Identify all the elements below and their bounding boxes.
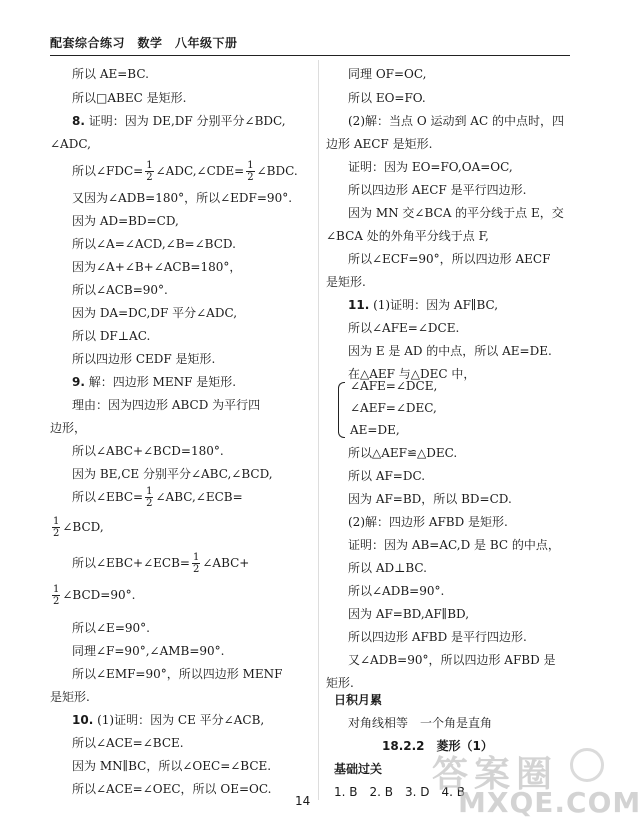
right-line-2: 所以 EO=FO. [348, 91, 426, 105]
left-line-13: 所以四边形 CEDF 是矩形. [72, 352, 216, 366]
left-line-6: 又因为∠ADB=180°，所以∠EDF=90°. [72, 191, 293, 205]
left-line-16: 边形， [50, 421, 87, 435]
section-heading-rhombus: 18.2.2 菱形（1） [382, 739, 493, 753]
problem-number-9: 9. [72, 375, 85, 389]
watermark-top: 答案圈 [432, 754, 559, 795]
right-line-1: 同理 OF=OC, [348, 67, 427, 81]
right-line-27: 又∠ADB=90°，所以四边形 AFBD 是 [348, 653, 556, 667]
right-line-5: 证明：因为 EO=FO,OA=OC, [348, 160, 513, 174]
right-line-3: (2)解：当点 O 运动到 AC 的中点时，四 [348, 114, 564, 128]
left-line-28: 所以∠ACE=∠BCE. [72, 736, 184, 750]
right-line-29: 对角线相等 一个角是直角 [348, 716, 493, 730]
left-line-29: 因为 MN∥BC，所以∠OEC=∠BCE. [72, 759, 272, 773]
right-line-23: 所以 AD⊥BC. [348, 561, 427, 575]
answer-choices: 1. B 2. B 3. D 4. B [334, 785, 465, 799]
right-line-13: 因为 E 是 AD 的中点，所以 AE=DE. [348, 344, 552, 358]
fraction-half: $\frac{1}{2}$ [53, 516, 60, 539]
column-divider [318, 60, 319, 800]
left-line-12: 所以 DF⊥AC. [72, 329, 151, 343]
right-line-16: ∠AEF=∠DEC, [350, 401, 437, 415]
left-line-8: 所以∠A=∠ACD,∠B=∠BCD. [72, 237, 236, 251]
left-line-15: 理由：因为四边形 ABCD 为平行四 [72, 398, 261, 412]
left-line-20: $\frac{1}{2}$ ∠BCD, [53, 516, 104, 539]
section-heading-daily: 日积月累 [334, 693, 383, 707]
right-line-6: 所以四边形 AECF 是平行四边形. [348, 183, 527, 197]
right-line-4: 边形 AECF 是矩形. [326, 137, 433, 151]
right-line-25: 因为 AF=BD,AF∥BD, [348, 607, 470, 621]
right-line-26: 所以四边形 AFBD 是平行四边形. [348, 630, 527, 644]
left-line-5: 所以∠FDC= $\frac{1}{2}$ ∠ADC,∠CDE= $\frac{1}{2}$ ∠BDC. [72, 160, 298, 183]
left-line-19: 所以∠EBC= $\frac{1}{2}$ ∠ABC,∠ECB= [72, 486, 243, 509]
right-line-11: 11. (1)证明：因为 AF∥BC, [348, 298, 499, 312]
fraction-half: $\frac{1}{2}$ [192, 552, 200, 575]
watermark-seal-icon [570, 748, 604, 782]
left-line-7: 因为 AD=BD=CD, [72, 214, 179, 228]
system-brace [338, 382, 345, 438]
fraction-half: $\frac{1}{2}$ [146, 486, 153, 509]
right-line-24: 所以∠ADB=90°. [348, 584, 445, 598]
right-line-14: 在△AEF 与△DEC 中， [348, 367, 476, 381]
right-line-9: 所以∠ECF=90°，所以四边形 AECF [348, 252, 551, 266]
right-line-19: 所以 AF=DC. [348, 469, 426, 483]
left-line-21: 所以∠EBC+∠ECB= $\frac{1}{2}$ ∠ABC+ [72, 552, 250, 575]
right-line-20: 因为 AF=BD，所以 BD=CD. [348, 492, 512, 506]
left-line-23: 所以∠E=90°. [72, 621, 150, 635]
left-line-17: 所以∠ABC+∠BCD=180°. [72, 444, 224, 458]
left-line-1: 所以 AE=BC. [72, 67, 149, 81]
page-number: 14 [295, 794, 311, 808]
left-line-9: 因为∠A+∠B+∠ACB=180°， [72, 260, 242, 274]
left-line-11: 因为 DA=DC,DF 平分∠ADC, [72, 306, 238, 320]
left-line-25: 所以∠EMF=90°，所以四边形 MENF [72, 667, 283, 681]
problem-number-10: 10. [72, 713, 94, 727]
right-line-22: 证明：因为 AB=AC,D 是 BC 的中点， [348, 538, 560, 552]
left-line-22: $\frac{1}{2}$ ∠BCD=90°. [53, 584, 136, 607]
right-line-18: 所以△AEF≌△DEC. [348, 446, 458, 460]
fraction-half: $\frac{1}{2}$ [53, 584, 60, 607]
right-line-10: 是矩形. [326, 275, 366, 289]
page-header: 配套综合练习 数学 八年级下册 [50, 36, 238, 50]
fraction-half: $\frac{1}{2}$ [247, 160, 254, 183]
right-line-15: ∠AFE=∠DCE, [350, 379, 438, 393]
left-line-24: 同理∠F=90°,∠AMB=90°. [72, 644, 225, 658]
site-watermark [422, 742, 641, 820]
right-line-12: 所以∠AFE=∠DCE. [348, 321, 460, 335]
left-line-30: 所以∠ACE=∠OEC，所以 OE=OC. [72, 782, 272, 796]
section-heading-basics: 基础过关 [334, 762, 383, 776]
left-line-3: 8. 证明：因为 DE,DF 分别平分∠BDC, [72, 114, 286, 128]
left-line-10: 所以∠ACB=90°. [72, 283, 168, 297]
header-rule [50, 55, 570, 56]
left-line-2: 所以□ABEC 是矩形. [72, 91, 187, 105]
right-line-28: 矩形. [326, 676, 354, 690]
right-line-21: (2)解：四边形 AFBD 是矩形. [348, 515, 508, 529]
right-line-17: AE=DE, [350, 423, 400, 437]
right-line-7: 因为 MN 交∠BCA 的平分线于点 E，交 [348, 206, 564, 220]
left-line-18: 因为 BE,CE 分别平分∠ABC,∠BCD, [72, 467, 273, 481]
left-line-26: 是矩形. [50, 690, 90, 704]
left-line-4: ∠ADC, [50, 137, 91, 151]
fraction-half: $\frac{1}{2}$ [146, 160, 153, 183]
right-line-8: ∠BCA 处的外角平分线于点 F, [326, 229, 489, 243]
left-line-14: 9. 解：四边形 MENF 是矩形. [72, 375, 237, 389]
left-line-27: 10. (1)证明：因为 CE 平分∠ACB, [72, 713, 265, 727]
problem-number-8: 8. [72, 114, 85, 128]
watermark-bottom: MXQE.COM [458, 786, 641, 819]
problem-number-11: 11. [348, 298, 370, 312]
